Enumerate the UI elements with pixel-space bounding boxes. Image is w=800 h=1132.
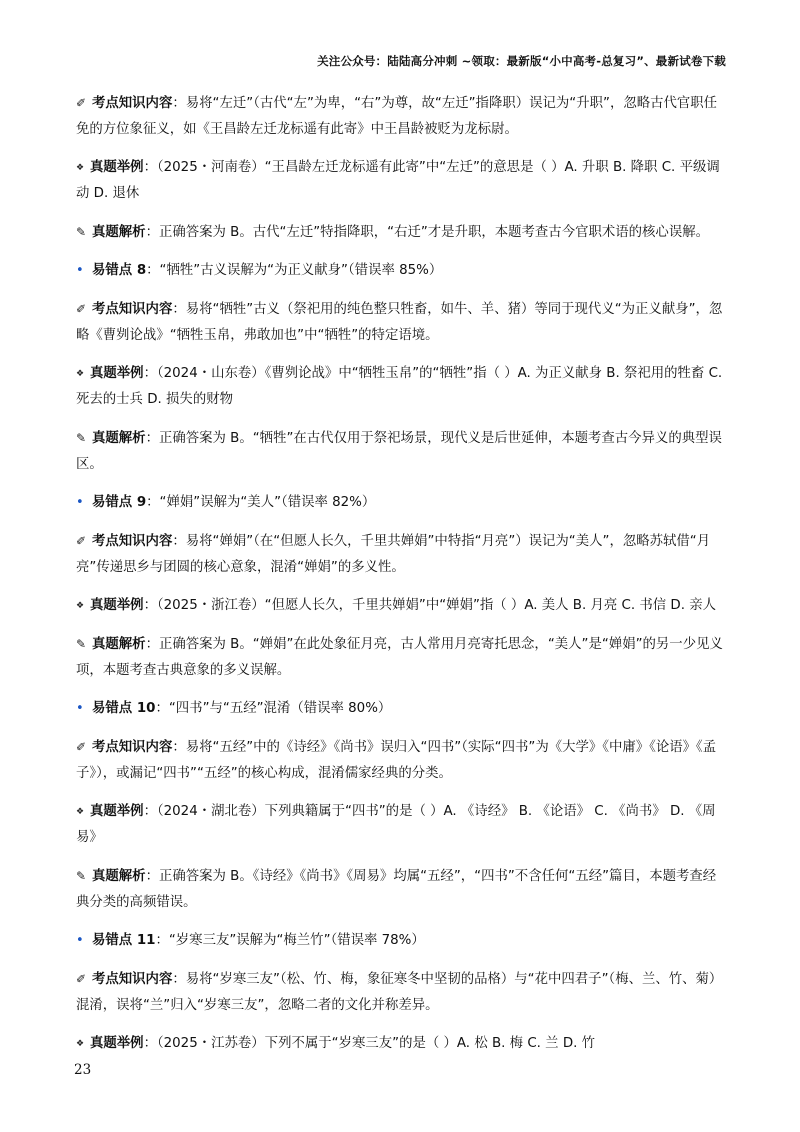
block-label: 考点知识内容 [92,740,173,755]
page-number: 23 [74,1062,92,1078]
document-body [76,90,726,1069]
example-block [76,1031,726,1057]
block-text: ：（2025・江苏卷）下列不属于“岁寒三友”的是（ ）A. 松 B. 梅 C. 兰 D. 竹 [143,1036,596,1051]
block-label: 易错点 9 [92,495,147,510]
error-point-heading [76,258,726,284]
pencil-icon: ✐ [76,534,87,548]
block-text: ：“四书”与“五经”混淆（错误率 80%） [155,701,392,716]
example-block [76,799,726,851]
block-text: ：易将“岁寒三友”（松、竹、梅，象征寒冬中坚韧的品格）与“花中四君子”（梅、兰、竹、菊）混淆，误将“兰”归入“岁寒三友”，忽略二者的文化并称差异。 [76,972,723,1013]
analysis-block [76,219,726,246]
block-text: ：易将“牺牲”古义（祭祀用的纯色整只牲畜，如牛、羊、猪）等同于现代义“为正义献身”，忽略《曹刿论战》“牺牲玉帛，弗敢加也”中“牺牲”的特定语境。 [76,302,723,343]
error-point-heading [76,490,726,516]
block-text: ：（2025・河南卷）“王昌龄左迁龙标遥有此寄”中“左迁”的意思是（ ）A. 升职 B. 降职 C. 平级调动 D. 退休 [76,160,720,201]
example-block [76,155,726,207]
block-text: ：正确答案为 B。《诗经》《尚书》《周易》均属“五经”，“四书”不含任何“五经”篇目，本题考查经典分类的高频错误。 [76,869,717,910]
analysis-block [76,425,726,478]
knowledge-block [76,296,726,349]
block-label: 考点知识内容 [92,96,173,111]
diamond-bullet-icon: ❖ [76,163,85,173]
block-label: 考点知识内容 [92,534,173,549]
block-label: 真题举例 [90,598,144,613]
block-text: ：“岁寒三友”误解为“梅兰竹”（错误率 78%） [155,933,425,948]
analysis-block [76,631,726,684]
pencil-icon: ✐ [76,972,87,986]
error-point-heading [76,928,726,954]
block-label: 考点知识内容 [92,972,173,987]
block-label: 真题举例 [90,160,144,175]
dot-bullet-icon: • [76,933,84,948]
block-text: ：易将“左迁”（古代“左”为卑，“右”为尊，故“左迁”指降职）误记为“升职”，忽略古代官职任免的方位象征义，如《王昌龄左迁龙标遥有此寄》中王昌龄被贬为龙标尉。 [76,96,718,137]
diamond-bullet-icon: ❖ [76,601,85,611]
pen-icon: ✎ [76,869,87,883]
knowledge-block [76,90,726,143]
block-text: ：正确答案为 B。“牺牲”在古代仅用于祭祀场景，现代义是后世延伸，本题考查古今异义的典型误区。 [76,431,722,472]
dot-bullet-icon: • [76,701,84,716]
example-block [76,361,726,413]
block-label: 易错点 11 [92,933,156,948]
block-text: ：正确答案为 B。古代“左迁”特指降职，“右迁”才是升职，本题考查古今官职术语的核心误解。 [145,225,709,240]
diamond-bullet-icon: ❖ [76,1039,85,1049]
pen-icon: ✎ [76,225,87,239]
block-text: ：（2024・湖北卷）下列典籍属于“四书”的是（ ）A. 《诗经》 B. 《论语》 C. 《尚书》 D. 《周易》 [76,804,716,845]
dot-bullet-icon: • [76,495,84,510]
pen-icon: ✎ [76,431,87,445]
knowledge-block [76,528,726,581]
block-text: ：易将“婵娟”（在“但愿人长久，千里共婵娟”中特指“月亮”）误记为“美人”，忽略苏轼借“月亮”传递思乡与团圆的核心意象，混淆“婵娟”的多义性。 [76,534,711,575]
block-label: 真题解析 [92,225,146,240]
knowledge-block [76,734,726,787]
diamond-bullet-icon: ❖ [76,369,85,379]
block-text: ：（2025・浙江卷）“但愿人长久，千里共婵娟”中“婵娟”指（ ）A. 美人 B. 月亮 C. 书信 D. 亲人 [143,598,717,613]
block-text: ：（2024・山东卷）《曹刿论战》中“牺牲玉帛”的“牺牲”指（ ）A. 为正义献身 B. 祭祀用的牲畜 C. 死去的士兵 D. 损失的财物 [76,366,723,407]
block-label: 真题解析 [92,637,146,652]
error-point-heading [76,696,726,722]
diamond-bullet-icon: ❖ [76,807,85,817]
block-label: 易错点 8 [92,263,147,278]
block-label: 考点知识内容 [92,302,173,317]
analysis-block [76,863,726,916]
block-text: ：易将“五经”中的《诗经》《尚书》误归入“四书”（实际“四书”为《大学》《中庸》《论语》《孟子》），或漏记“四书”“五经”的核心构成，混淆儒家经典的分类。 [76,740,717,781]
block-label: 真题解析 [92,431,146,446]
pencil-icon: ✐ [76,302,87,316]
block-label: 真题解析 [92,869,146,884]
block-label: 真题举例 [90,366,144,381]
block-text: ：“牺牲”古义误解为“为正义献身”（错误率 85%） [146,263,443,278]
block-label: 真题举例 [90,1036,144,1051]
block-text: ：“婵娟”误解为“美人”（错误率 82%） [146,495,376,510]
pen-icon: ✎ [76,637,87,651]
dot-bullet-icon: • [76,263,84,278]
block-label: 易错点 10 [92,701,156,716]
pencil-icon: ✐ [76,96,87,110]
page-header: 关注公众号：陆陆高分冲刺 ~领取：最新版“小中高考-总复习”、最新试卷下载 [317,54,726,68]
block-text: ：正确答案为 B。“婵娟”在此处象征月亮，古人常用月亮寄托思念，“美人”是“婵娟”的另一少见义项，本题考查古典意象的多义误解。 [76,637,723,678]
example-block [76,593,726,619]
pencil-icon: ✐ [76,740,87,754]
block-label: 真题举例 [90,804,144,819]
knowledge-block [76,966,726,1019]
